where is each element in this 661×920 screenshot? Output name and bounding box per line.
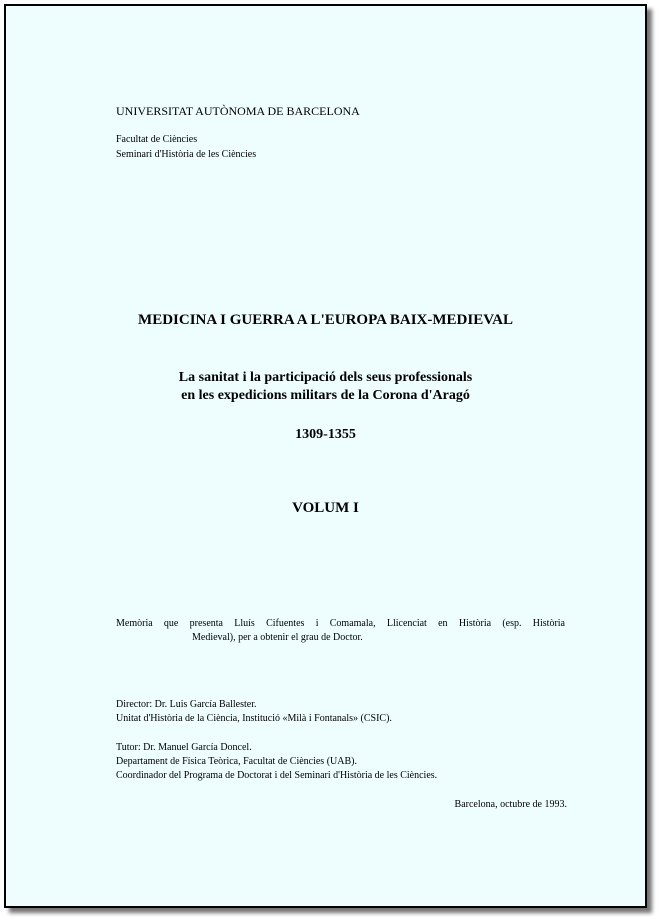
memoria-line-2: Medieval), per a obtenir el grau de Doctor. (192, 632, 363, 643)
thesis-title: MEDICINA I GUERRA A L'EUROPA BAIX-MEDIEVAL (138, 312, 513, 328)
tutor-department: Departament de Física Teòrica, Facultat de Ciències (UAB). (116, 756, 357, 767)
volume-label: VOLUM I (292, 500, 359, 516)
tutor-name: Tutor: Dr. Manuel García Doncel. (116, 742, 252, 753)
document-page (4, 4, 647, 908)
university-name: UNIVERSITAT AUTÒNOMA DE BARCELONA (116, 104, 360, 118)
memoria-statement (116, 617, 565, 645)
memoria-line-1: Memòria que presenta Lluís Cifuentes i Comamala, Llicenciat en Història (esp. Història (116, 618, 565, 629)
tutor-coordinator: Coordinador del Programa de Doctorat i del Seminari d'Història de les Ciències. (116, 770, 438, 781)
place-date: Barcelona, octubre de 1993. (454, 799, 567, 810)
director-affiliation: Unitat d'Història de la Ciència, Institució «Milà i Fontanals» (CSIC). (116, 713, 392, 724)
subtitle-line-1: La sanitat i la participació dels seus professionals (178, 370, 473, 385)
faculty-name: Facultat de Ciències (116, 134, 198, 145)
seminar-name: Seminari d'Història de les Ciències (116, 149, 257, 160)
director-name: Director: Dr. Luis García Ballester. (116, 699, 257, 710)
years-range: 1309-1355 (295, 427, 356, 442)
subtitle-line-2: en les expedicions militars de la Corona d'Aragó (181, 388, 470, 403)
